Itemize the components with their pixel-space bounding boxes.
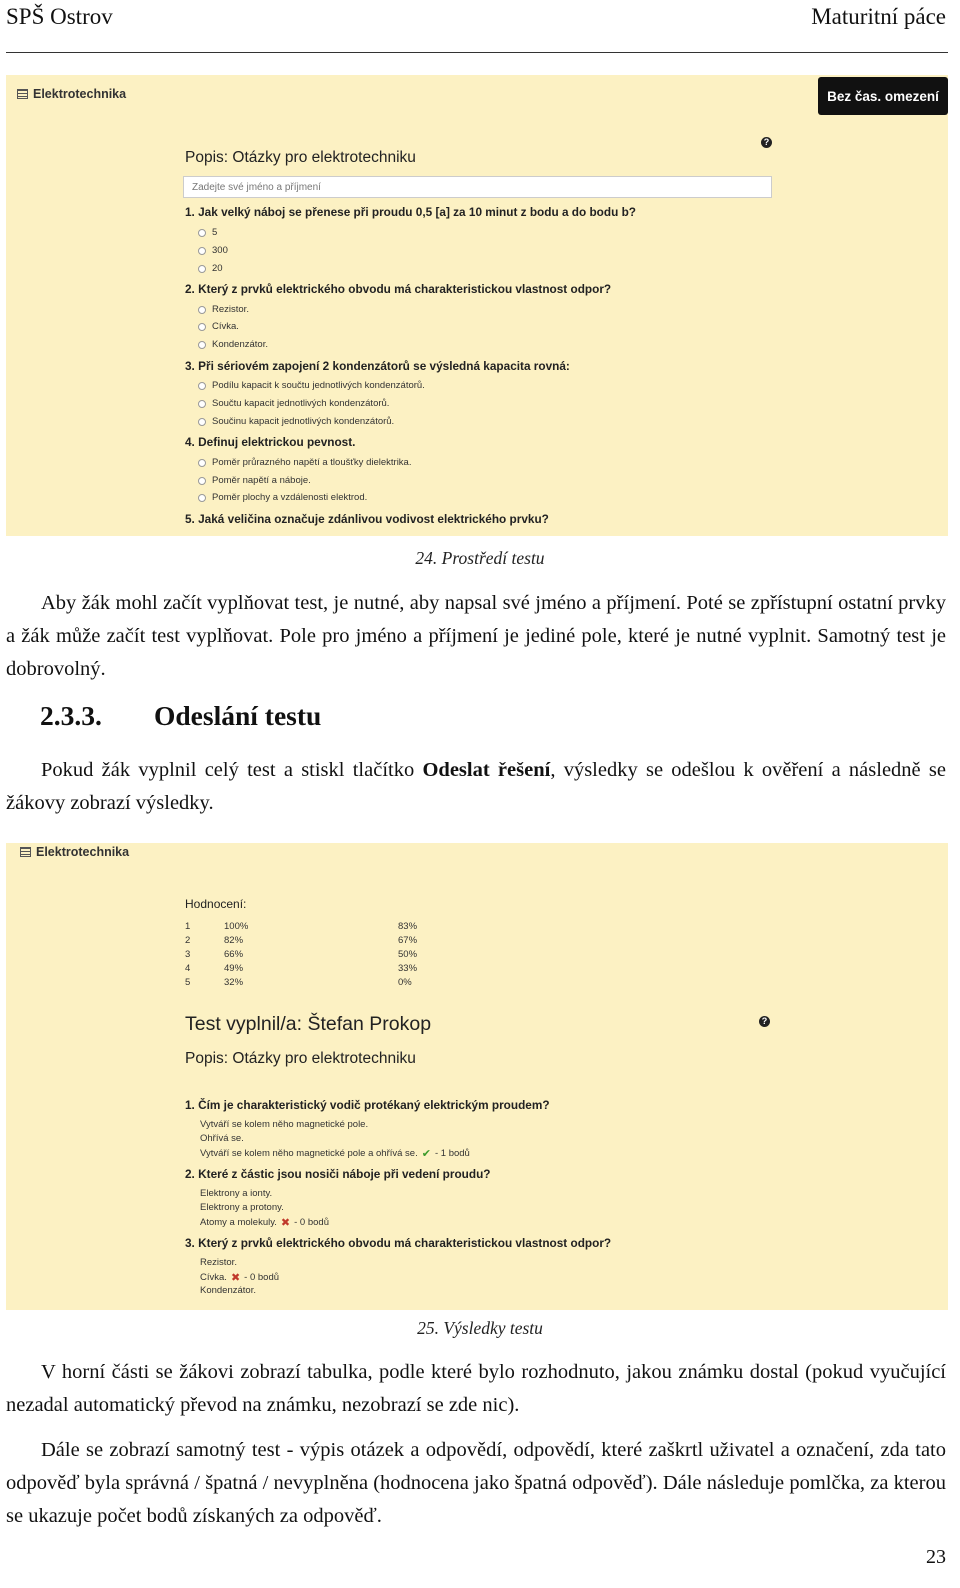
answer-option[interactable]: Součtu kapacit jednotlivých kondenzátorů. xyxy=(198,398,389,409)
header-doc-type: Maturitní páce xyxy=(811,4,946,29)
question-1: 1. Jak velký náboj se přenese při proudu 0,5 [a] za 10 minut z bodu a do bodu b? xyxy=(185,205,636,219)
answer-option[interactable]: 20 xyxy=(198,263,223,274)
check-icon: ✔ xyxy=(421,1148,431,1160)
answer-option[interactable]: Součinu kapacit jednotlivých kondenzátorů. xyxy=(198,416,394,427)
test-title: Popis: Otázky pro elektrotechniku xyxy=(185,149,416,166)
figure-caption: 25. Výsledky testu xyxy=(417,1318,543,1338)
question-3: 3. Při sériovém zapojení 2 kondenzátorů se výsledná kapacita rovná: xyxy=(185,359,570,373)
cross-icon: ✖ xyxy=(230,1272,241,1284)
answer-option: Vytváří se kolem něho magnetické pole. xyxy=(200,1119,369,1130)
name-input[interactable] xyxy=(183,176,772,198)
answer-option: Rezistor. xyxy=(200,1257,237,1268)
radio-button[interactable] xyxy=(198,247,206,255)
answer-option: Kondenzátor. xyxy=(200,1285,256,1296)
answer-option[interactable]: Poměr plochy a vzdálenosti elektrod. xyxy=(198,492,367,503)
filled-by-title: Test vyplnil/a: Štefan Prokop xyxy=(185,1013,432,1035)
radio-button[interactable] xyxy=(198,400,206,408)
header-rule xyxy=(6,52,948,53)
table-row: 1 100% 83% xyxy=(185,920,418,932)
app-title[interactable] xyxy=(20,845,129,859)
time-limit-button[interactable]: Bez čas. omezení xyxy=(818,77,948,115)
submit-solution-label: Odeslat řešení xyxy=(422,759,551,781)
test-screenshot xyxy=(6,75,948,536)
radio-button[interactable] xyxy=(198,494,206,502)
answer-option: Atomy a molekuly. ✖ - 0 bodů xyxy=(200,1217,329,1229)
paragraph: V horní části se žákovi zobrazí tabulka, podle které bylo rozhodnuto, jakou známku dostal (pokud vyučující nezadal automatický převod na známku, nezobrazí se zde nic). xyxy=(6,1361,946,1416)
list-icon xyxy=(17,89,28,99)
section-number: 2.3.3. xyxy=(40,700,102,731)
results-screenshot xyxy=(6,843,948,1310)
radio-button[interactable] xyxy=(198,477,206,485)
test-title: Popis: Otázky pro elektrotechniku xyxy=(185,1050,416,1067)
radio-button[interactable] xyxy=(198,459,206,467)
list-icon xyxy=(20,847,31,857)
question-5: 5. Jaká veličina označuje zdánlivou vodivost elektrického prvku? xyxy=(185,512,549,526)
radio-button[interactable] xyxy=(198,418,206,426)
page-number: 23 xyxy=(926,1546,946,1568)
radio-button[interactable] xyxy=(198,382,206,390)
answer-option[interactable]: 300 xyxy=(198,245,228,256)
question-1: 1. Čím je charakteristický vodič protékaný elektrickým proudem? xyxy=(185,1098,550,1112)
cross-icon: ✖ xyxy=(280,1217,291,1229)
answer-option[interactable]: Rezistor. xyxy=(198,304,249,315)
paragraph: Aby žák mohl začít vyplňovat test, je nutné, aby napsal své jméno a příjmení. Poté se zpřístupní ostatní prvky a žák může začít test vyplňovat. Pole pro jméno a příjmení je jediné pole, které je nutné vyplnit. Samotný test je dobrovolný. xyxy=(6,592,946,680)
figure-caption: 24. Prostředí testu xyxy=(415,548,545,568)
points-mark: - 0 bodů xyxy=(294,1217,329,1228)
section-heading xyxy=(40,700,321,732)
question-4: 4. Definuj elektrickou pevnost. xyxy=(185,435,356,449)
question-2: 2. Který z prvků elektrického obvodu má charakteristickou vlastnost odpor? xyxy=(185,282,612,296)
table-row: 4 49% 33% xyxy=(185,962,418,974)
table-row: 5 32% 0% xyxy=(185,976,412,988)
radio-button[interactable] xyxy=(198,341,206,349)
question-2: 2. Které z částic jsou nosiči náboje při vedení proudu? xyxy=(185,1167,491,1181)
answer-option[interactable]: Poměr průrazného napětí a tloušťky dielektrika. xyxy=(198,457,411,468)
radio-button[interactable] xyxy=(198,265,206,273)
section-title: Odeslání testu xyxy=(154,700,322,731)
app-title-text: Elektrotechnika xyxy=(36,845,130,859)
app-title-text: Elektrotechnika xyxy=(33,87,127,101)
points-mark: - 0 bodů xyxy=(244,1272,280,1283)
answer-option: Elektrony a protony. xyxy=(200,1202,284,1213)
answer-option: Elektrony a ionty. xyxy=(200,1188,273,1199)
paragraph: Dále se zobrazí samotný test - výpis otázek a odpovědí, odpovědí, které zaškrtl uživatel a označení, zda tato odpověď byla správná / špatná / nevyplněna (hodnocena jako špatná odpověď). Dále následuje pomlčka, za kterou se ukazuje počet bodů získaných za odpověď. xyxy=(6,1439,946,1527)
radio-button[interactable] xyxy=(198,229,206,237)
question-3: 3. Který z prvků elektrického obvodu má charakteristickou vlastnost odpor? xyxy=(185,1236,612,1250)
answer-option[interactable]: Podílu kapacit k součtu jednotlivých kondenzátorů. xyxy=(198,380,425,391)
table-row: 2 82% 67% xyxy=(185,934,418,946)
answer-option[interactable]: Cívka. xyxy=(198,321,239,332)
paragraph: Pokud žák vyplnil celý test a stiskl tlačítko Odeslat řešení, výsledky se odešlou k ověření a následně se žákovy zobrazí výsledky. xyxy=(6,759,946,814)
evaluation-title: Hodnocení: xyxy=(185,897,247,911)
table-row: 3 66% 50% xyxy=(185,948,418,960)
answer-option[interactable]: Kondenzátor. xyxy=(198,339,268,350)
help-icon[interactable]: ? xyxy=(761,137,772,148)
answer-option: Ohřívá se. xyxy=(200,1133,244,1144)
radio-button[interactable] xyxy=(198,323,206,331)
answer-option: Vytváří se kolem něho magnetické pole a ohřívá se. ✔ - 1 bodů xyxy=(200,1148,470,1160)
radio-button[interactable] xyxy=(198,306,206,314)
answer-option: Cívka. ✖ - 0 bodů xyxy=(200,1272,280,1284)
header-school: SPŠ Ostrov xyxy=(6,4,113,29)
answer-option[interactable]: 5 xyxy=(198,227,217,238)
evaluation-table xyxy=(185,919,417,989)
answer-option[interactable]: Poměr napětí a náboje. xyxy=(198,475,311,486)
app-title[interactable] xyxy=(17,87,126,101)
points-mark: - 1 bodů xyxy=(434,1148,470,1159)
help-icon[interactable]: ? xyxy=(759,1016,770,1027)
